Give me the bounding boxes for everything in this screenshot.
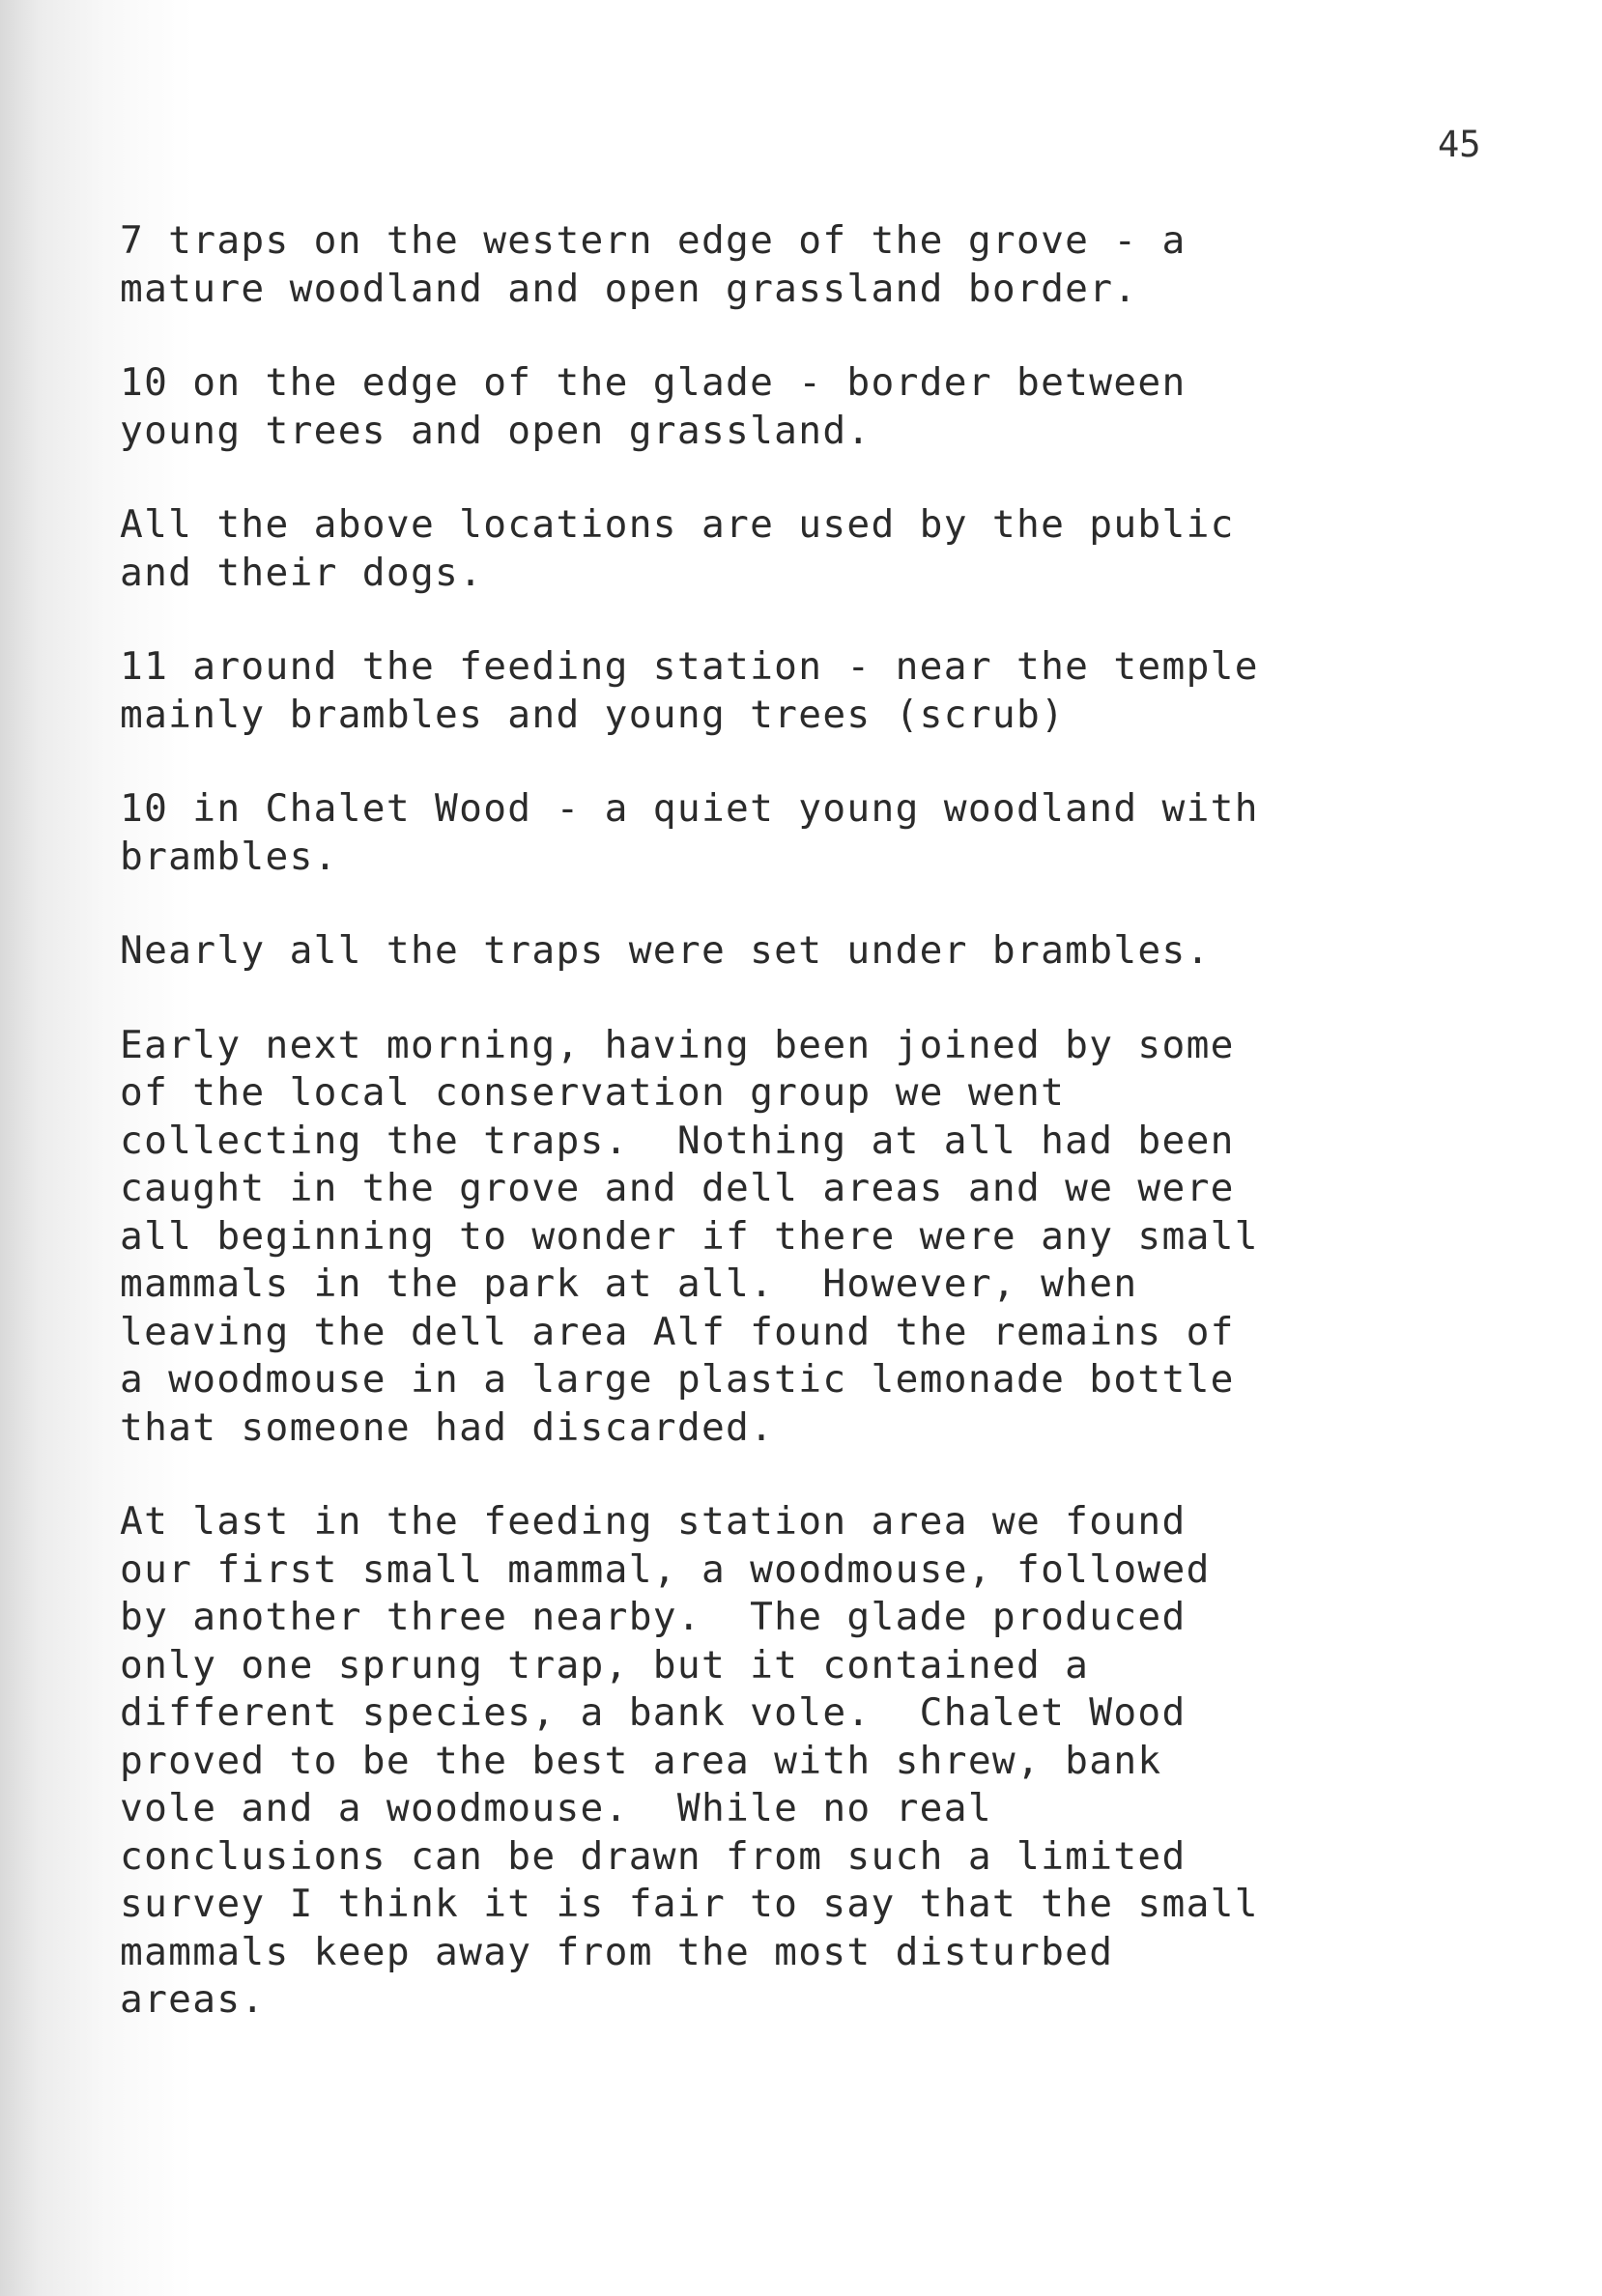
paragraph-brambles (120, 927, 1492, 976)
text-line: 7 traps on the western edge of the grove - a (120, 218, 1187, 263)
text-line: our first small mammal, a woodmouse, followed (120, 1546, 1211, 1592)
text-line: conclusions can be drawn from such a limited (120, 1833, 1187, 1879)
body-text (120, 217, 1492, 2025)
paragraph-public-use (120, 501, 1492, 597)
text-line: Nearly all the traps were set under brambles. (120, 928, 1211, 973)
text-line: 11 around the feeding station - near the temple (120, 644, 1259, 689)
text-line: a woodmouse in a large plastic lemonade bottle (120, 1357, 1235, 1402)
paragraph-grove-traps (120, 217, 1492, 313)
paragraph-glade-traps (120, 359, 1492, 455)
text-line: that someone had discarded. (120, 1404, 775, 1450)
text-line: mainly brambles and young trees (scrub) (120, 692, 1066, 737)
paragraph-feeding-station-traps (120, 643, 1492, 739)
text-line: survey I think it is fair to say that the small (120, 1882, 1259, 1926)
text-line: 10 in Chalet Wood - a quiet young woodland with (120, 786, 1259, 831)
text-line: vole and a woodmouse. While no real (120, 1786, 992, 1830)
text-line: collecting the traps. Nothing at all had been (120, 1118, 1235, 1163)
text-line: Early next morning, having been joined by some (120, 1022, 1235, 1067)
text-line: all beginning to wonder if there were any small (120, 1213, 1259, 1259)
text-line: and their dogs. (120, 550, 484, 595)
text-line: by another three nearby. The glade produced (120, 1595, 1187, 1639)
paragraph-chalet-wood-traps (120, 785, 1492, 881)
paragraph-findings (120, 1498, 1492, 2025)
paragraph-collecting-traps (120, 1022, 1492, 1453)
text-line: caught in the grove and dell areas and we were (120, 1166, 1235, 1210)
text-line: mature woodland and open grassland border. (120, 266, 1138, 311)
page-number: 45 (1438, 124, 1481, 165)
text-line: At last in the feeding station area we found (120, 1499, 1187, 1544)
text-line: only one sprung trap, but it contained a (120, 1642, 1090, 1687)
text-line: young trees and open grassland. (120, 408, 872, 453)
text-line: of the local conservation group we went (120, 1070, 1066, 1115)
text-line: mammals keep away from the most disturbed (120, 1929, 1114, 1974)
text-line: mammals in the park at all. However, when (120, 1261, 1138, 1306)
text-line: proved to be the best area with shrew, bank (120, 1738, 1162, 1783)
text-line: 10 on the edge of the glade - border between (120, 360, 1187, 405)
text-line: different species, a bank vole. Chalet Wood (120, 1690, 1187, 1735)
text-line: areas. (120, 1977, 266, 2022)
text-line: All the above locations are used by the public (120, 502, 1235, 547)
text-line: leaving the dell area Alf found the remains of (120, 1309, 1235, 1354)
text-line: brambles. (120, 834, 338, 879)
